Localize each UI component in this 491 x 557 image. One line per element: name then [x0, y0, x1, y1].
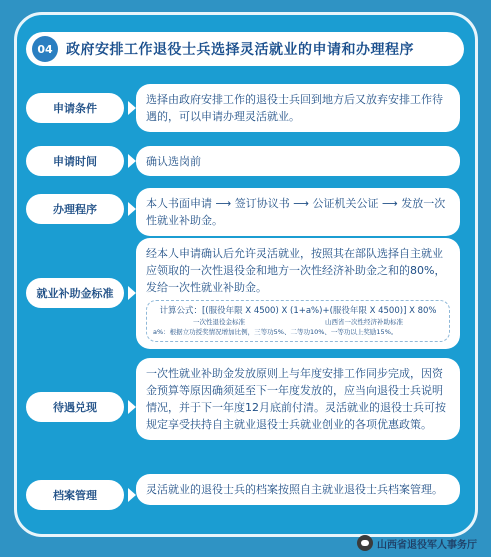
- content-payment: 一次性就业补助金发放原则上与年度安排工作同步完成，因资金预算等原因确须延至下一年度发放的，应当向退役士兵说明情况，并于下一年度12月底前付清。灵活就业的退役士兵可按规定享受扶持自主就业退役士兵就业创业的各项优惠政策。: [136, 358, 460, 440]
- content-procedure: 本人书面申请 ⟶ 签订协议书 ⟶ 公证机关公证 ⟶ 发放一次性就业补助金。: [136, 188, 460, 236]
- label-procedure: 办理程序: [26, 194, 124, 224]
- formula-sub-right: 山西省一次性经济补助标准: [325, 318, 403, 326]
- label-conditions: 申请条件: [26, 93, 124, 123]
- content-time: 确认选岗前: [136, 146, 460, 176]
- content-conditions: 选择由政府安排工作的退役士兵回到地方后又放弃安排工作待遇的，可以申请办理灵活就业。: [136, 84, 460, 132]
- content-subsidy-standard: [136, 238, 460, 349]
- wechat-account-footer: [357, 535, 477, 551]
- formula-box: [146, 300, 450, 342]
- formula-main: 计算公式：[(服役年限 X 4500) X (1+a%)+(服役年限 X 4500)] X 80%: [159, 306, 437, 316]
- page-title: [26, 32, 464, 66]
- label-archive: 档案管理: [26, 480, 124, 510]
- label-payment: 待遇兑现: [26, 392, 124, 422]
- label-subsidy-standard: 就业补助金标准: [26, 278, 124, 308]
- content-archive: 灵活就业的退役士兵的档案按照自主就业退役士兵档案管理。: [136, 474, 460, 505]
- subsidy-text: 经本人申请确认后允许灵活就业，按照其在部队选择自主就业应领取的一次性退役金和地方一次性经济补助金之和的80%，发给一次性就业补助金。: [146, 247, 446, 294]
- section-number-badge: 04: [32, 36, 58, 62]
- formula-sub-left: 一次性退役金标准: [193, 318, 245, 326]
- wechat-icon: [357, 535, 373, 551]
- formula-sub-labels: [153, 317, 443, 327]
- label-time: 申请时间: [26, 146, 124, 176]
- account-name: 山西省退役军人事务厅: [377, 539, 477, 551]
- formula-note: a%：根据立功授奖情况增加比例，三等功5%、二等功10%、一等功以上奖励15%。: [153, 328, 398, 336]
- title-text: 政府安排工作退役士兵选择灵活就业的申请和办理程序: [66, 42, 414, 58]
